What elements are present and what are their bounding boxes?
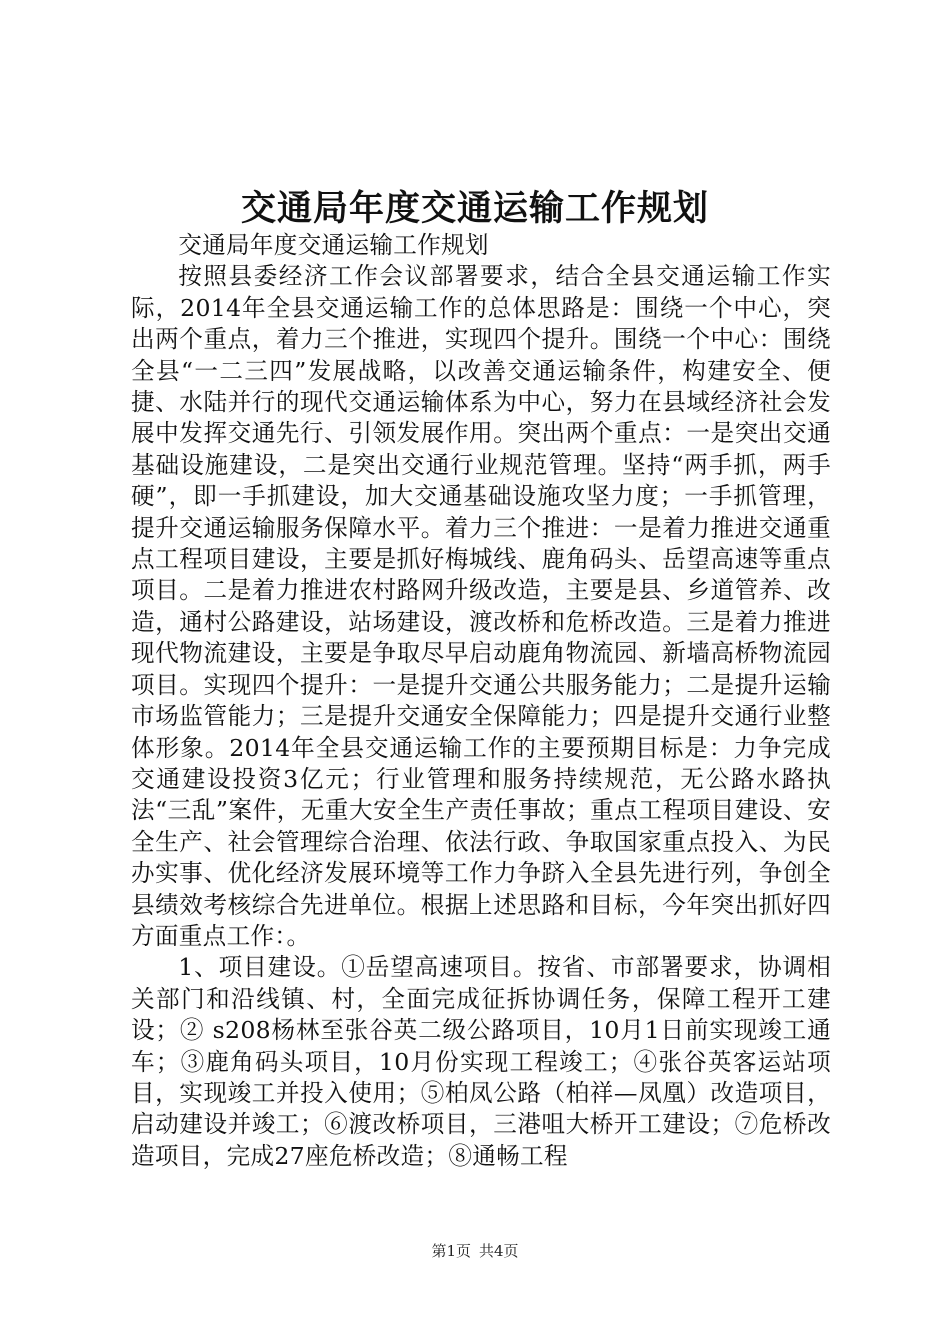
document-body (131, 230, 831, 1172)
page-footer (0, 1240, 950, 1262)
document-title: 交通局年度交通运输工作规划 (240, 188, 709, 229)
paragraph-overview: 按照县委经济工作会议部署要求，结合全县交通运输工作实际，2014年全县交通运输工作的总体思路是：围绕一个中心，突出两个重点，着力三个推进，实现四个提升。围绕一个中心：围绕全县“一二三四”发展战略，以改善交通运输条件，构建安全、便捷、水陆并行的现代交通运输体系为中心，努力在县域经济社会发展中发挥交通先行、引领发展作用。突出两个重点：一是突出交通基础设施建设，二是突出交通行业规范管理。坚持“两手抓，两手硬”，即一手抓建设，加大交通基础设施攻坚力度；一手抓管理，提升交通运输服务保障水平。着力三个推进：一是着力推进交通重点工程项目建设，主要是抓好梅城线、鹿角码头、岳望高速等重点项目。二是着力推进农村路网升级改造，主要是县、乡道管养、改造，通村公路建设，站场建设，渡改桥和危桥改造。三是着力推进现代物流建设，主要是争取尽早启动鹿角物流园、新墙高桥物流园项目。实现四个提升：一是提升交通公共服务能力；二是提升运输市场监管能力；三是提升交通安全保障能力；四是提升交通行业整体形象。2014年全县交通运输工作的主要预期目标是：力争完成交通建设投资3亿元；行业管理和服务持续规范，无公路水路执法“三乱”案件，无重大安全生产责任事故；重点工程项目建设、安全生产、社会管理综合治理、依法行政、争取国家重点投入、为民办实事、优化经济发展环境等工作力争跻入全县先进行列，争创全县绩效考核综合先进单位。根据上述思路和目标，今年突出抓好四方面重点工作：。 (131, 262, 831, 950)
page-number: 第1页 (431, 1242, 471, 1260)
page-total: 共4页 (479, 1242, 519, 1260)
paragraph-subtitle: 交通局年度交通运输工作规划 (178, 231, 489, 259)
paragraph-project-construction: 1、项目建设。①岳望高速项目。按省、市部署要求，协调相关部门和沿线镇、村，全面完成征拆协调任务，保障工程开工建设；② s208杨林至张谷英二级公路项目，10月1日前实现竣工通车；③鹿角码头项目，10月份实现工程竣工；④张谷英客运站项目，实现竣工并投入使用；⑤柏凤公路（柏祥—凤凰）改造项目，启动建设并竣工；⑥渡改桥项目，三港咀大桥开工建设；⑦危桥改造项目，完成27座危桥改造；⑧通畅工程 (131, 953, 831, 1170)
